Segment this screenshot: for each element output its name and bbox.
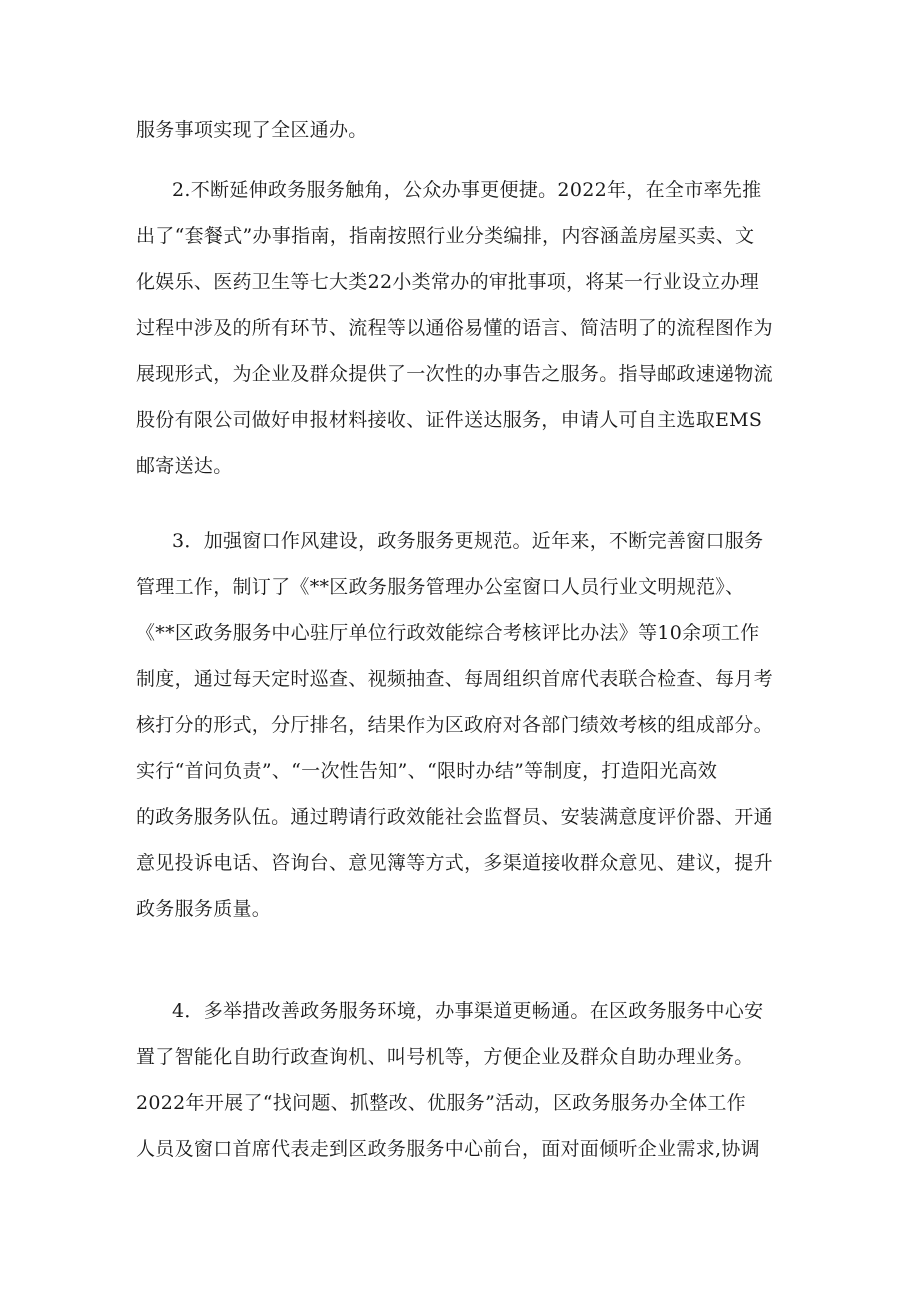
p2-line-5: 展现形式，为企业及群众提供了一次性的办事告之服务。指导邮政速递物流 xyxy=(136,363,773,385)
p3-line-9: 政务服务质量。 xyxy=(136,898,272,920)
p4-line-2: 置了智能化自助行政查询机、叫号机等，方便企业及群众自助办理业务。 xyxy=(136,1046,754,1068)
p3-line-7: 的政务服务队伍。通过聘请行政效能社会监督员、安装满意度评价器、开通 xyxy=(136,806,773,828)
p2-line-7: 邮寄送达。 xyxy=(136,455,233,477)
p4-line-3: 2022年开展了“找问题、抓整改、优服务”活动，区政务服务办全体工作 xyxy=(136,1092,746,1114)
p3-line-2: 管理工作，制订了《**区政务服务管理办公室窗口人员行业文明规范》、 xyxy=(136,576,745,598)
p4-line-4: 人员及窗口首席代表走到区政务服务中心前台，面对面倾听企业需求,协调 xyxy=(136,1138,760,1160)
p2-line-2: 出了“套餐式”办事指南，指南按照行业分类编排，内容涵盖房屋买卖、文 xyxy=(136,225,755,247)
p3-line-3: 《**区政务服务中心驻厅单位行政效能综合考核评比办法》等10余项工作 xyxy=(136,622,760,644)
p3-line-5: 核打分的形式，分厅排名，结果作为区政府对各部门绩效考核的组成部分。 xyxy=(136,714,773,736)
p2-line-3: 化娱乐、医药卫生等七大类22小类常办的审批事项，将某一行业设立办理 xyxy=(136,271,760,293)
p4-line-1: 4．多举措改善政务服务环境，办事渠道更畅通。在区政务服务中心安 xyxy=(172,1000,764,1022)
p3-line-6: 实行“首问负责”、“一次性告知”、“限时办结”等制度，打造阳光高效 xyxy=(136,760,718,782)
p2-line-6: 股份有限公司做好申报材料接收、证件送达服务，申请人可自主选取EMS xyxy=(136,409,763,431)
p2-line-4: 过程中涉及的所有环节、流程等以通俗易懂的语言、简洁明了的流程图作为 xyxy=(136,317,773,339)
p3-line-8: 意见投诉电话、咨询台、意见簿等方式，多渠道接收群众意见、建议，提升 xyxy=(136,852,773,874)
p3-line-4: 制度，通过每天定时巡查、视频抽查、每周组织首席代表联合检查、每月考 xyxy=(136,668,773,690)
p2-line-1: 2.不断延伸政务服务触角，公众办事更便捷。2022年，在全市率先推 xyxy=(172,179,762,201)
p3-line-1: 3．加强窗口作风建设，政务服务更规范。近年来，不断完善窗口服务 xyxy=(172,530,764,552)
p1-line-1: 服务事项实现了全区通办。 xyxy=(136,119,368,141)
